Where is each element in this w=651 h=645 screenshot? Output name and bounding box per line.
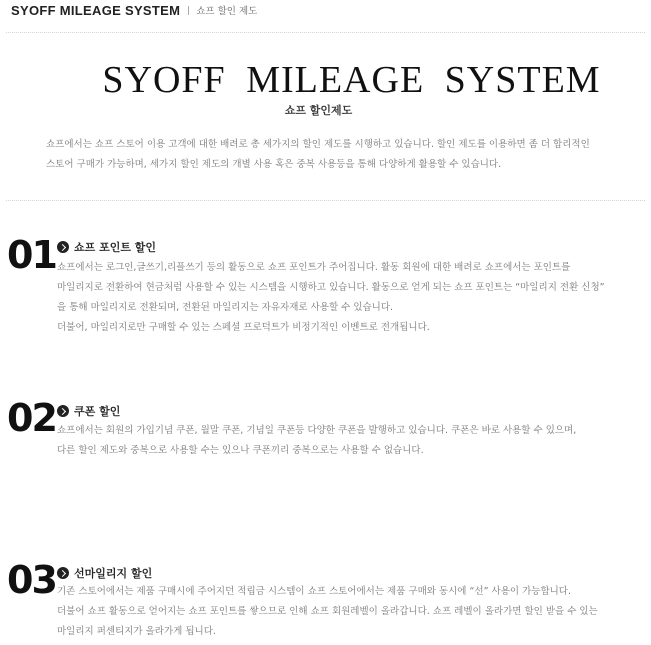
section-title: 쇼프 포인트 할인 (74, 241, 157, 254)
breadcrumb-divider (188, 6, 189, 15)
body-line: 더불어, 마일리지로만 구매할 수 있는 스페셜 프로덕트가 비정기적인 이벤트로 전개됩니다. (57, 322, 430, 333)
section-title: 선마일리지 할인 (74, 567, 153, 580)
circle-arrow-right-icon (57, 241, 69, 253)
body-line: 기존 스토어에서는 제품 구매시에 주어지던 적립금 시스템이 쇼프 스토어에서는 제품 구매와 동시에 “선” 사용이 가능합니다. (57, 586, 571, 597)
section-heading (57, 403, 120, 419)
section-body (57, 258, 605, 338)
page-title: SYOFF MILEAGE SYSTEM (102, 59, 601, 101)
body-line: 쇼프에서는 회원의 가입기념 쿠폰, 월말 쿠폰, 기념일 쿠폰등 다양한 쿠폰을 발행하고 있습니다. 쿠폰은 바로 사용할 수 있으며, (57, 425, 577, 436)
section-heading (57, 565, 152, 581)
body-line: 마일리지 퍼센티지가 올라가게 됩니다. (57, 626, 216, 637)
section-body (57, 582, 598, 642)
body-line: 쇼프에서는 로그인,글쓰기,리플쓰기 등의 활동으로 쇼프 포인트가 주어집니다. 활동 회원에 대한 배려로 쇼프에서는 포인트를 (57, 262, 571, 273)
breadcrumb-current-page[interactable]: 쇼프 할인 제도 (196, 6, 258, 17)
page-subtitle: 쇼프 할인제도 (284, 104, 353, 117)
circle-arrow-right-icon (57, 567, 69, 579)
intro-paragraph (46, 135, 590, 175)
section-body (57, 421, 576, 461)
body-line: 다른 할인 제도와 중복으로 사용할 수는 있으나 쿠폰끼리 중복으로는 사용할 수 없습니다. (57, 445, 424, 456)
section-divider (6, 200, 645, 201)
circle-arrow-right-icon (57, 405, 69, 417)
section-number: 01 (7, 233, 56, 277)
body-line: 더불어 쇼프 활동으로 얻어지는 쇼프 포인트를 쌓으므로 인해 쇼프 회원레벨이 올라갑니다. 쇼프 레벨이 올라가면 할인 받을 수 있는 (57, 606, 598, 617)
section-number: 02 (7, 396, 56, 440)
top-divider (6, 32, 645, 33)
intro-line: 쇼프에서는 쇼프 스토어 이용 고객에 대한 배려로 총 세가지의 할인 제도를 시행하고 있습니다. 할인 제도를 이용하면 좀 더 합리적인 (46, 139, 590, 150)
section-title: 쿠폰 할인 (74, 405, 121, 418)
body-line: 마일리지로 전환하여 현금처럼 사용할 수 있는 시스템을 시행하고 있습니다. 활동으로 얻게 되는 쇼프 포인트는 “마일리지 전환 신청” (57, 282, 605, 293)
section-number: 03 (7, 558, 56, 602)
section-heading (57, 239, 156, 255)
body-line: 을 통해 마일리지로 전환되며, 전환된 마일리지는 자유자재로 사용할 수 있습니다. (57, 302, 394, 313)
breadcrumb (11, 2, 257, 18)
site-brand[interactable]: SYOFF MILEAGE SYSTEM (11, 2, 181, 18)
intro-line: 스토어 구매가 가능하며, 세가지 할인 제도의 개별 사용 혹은 중복 사용등을 통해 다양하게 활용할 수 있습니다. (46, 159, 502, 170)
